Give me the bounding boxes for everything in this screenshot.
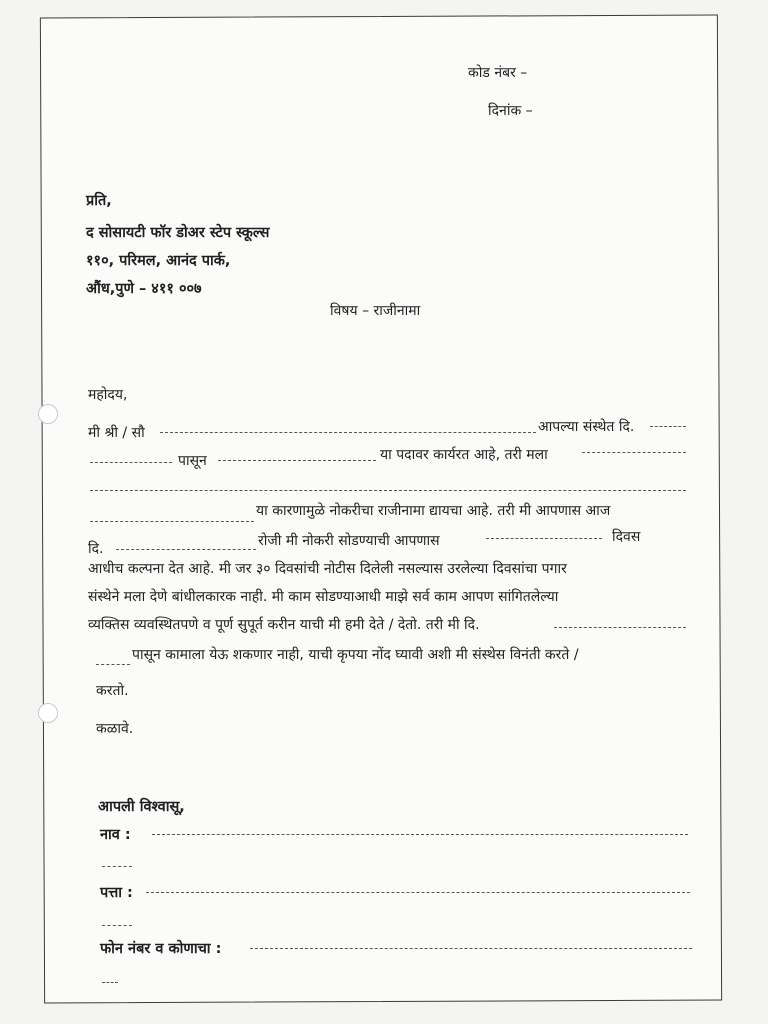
body-line5-start: दि.: [88, 541, 104, 557]
body-line9: पासून कामाला येऊ शकणार नाही, याची कृपया नोंद घ्यावी अशी मी संस्थेस विनंती करते /: [132, 647, 579, 663]
recipient-line1: द सोसायटी फॉर डोअर स्टेप स्कूल्स: [86, 225, 270, 241]
recipient-line3: औंध,पुणे – ४११ ००७: [86, 281, 202, 297]
yours-faithfully: आपली विश्वासू,: [98, 799, 185, 815]
punch-hole: [38, 404, 58, 424]
date-fill-line: [554, 627, 686, 628]
reason-fill-line: [90, 521, 254, 522]
recipient-prati: प्रति,: [86, 193, 112, 209]
body-line4: या कारणामुळे नोकरीचा राजीनामा द्यायचा आहे. तरी मी आपणास आज: [256, 503, 611, 519]
closing: कळावे.: [96, 721, 134, 737]
body-line1-end: आपल्या संस्थेत दि.: [538, 419, 635, 435]
address-signature-line: [102, 925, 132, 926]
reason-fill-line: [582, 452, 686, 453]
phone-signature-line: [102, 982, 118, 983]
body-line6: आधीच कल्पना देत आहे. मी जर ३० दिवसांची नोटीस दिलेली नसल्यास उरलेल्या दिवसांचा पगार: [88, 561, 567, 577]
date-fill-line: [90, 462, 172, 463]
phone-label: फोन नंबर व कोणाचा :: [100, 941, 222, 957]
body-line2-from: पासून: [178, 453, 207, 469]
code-number-label: कोड नंबर –: [468, 65, 528, 81]
address-label: पत्ता :: [100, 885, 133, 901]
post-fill-line: [218, 460, 376, 461]
body-line5-mid: रोजी मी नोकरी सोडण्याची आपणास: [258, 533, 440, 549]
punch-hole: [38, 703, 58, 723]
body-line10: करतो.: [96, 683, 129, 699]
days-fill-line: [486, 538, 602, 539]
name-fill-line: [160, 432, 536, 433]
body-line1-start: मी श्री / सौ: [88, 425, 145, 441]
phone-signature-line: [250, 948, 692, 949]
date-fill-line: [116, 549, 256, 550]
subject-line: विषय – राजीनामा: [330, 303, 421, 319]
reason-fill-line: [90, 490, 686, 491]
date-fill-line: [96, 664, 130, 665]
body-line2-end: या पदावर कार्यरत आहे, तरी मला: [380, 447, 548, 463]
name-signature-line: [102, 866, 132, 867]
name-label: नाव :: [100, 827, 131, 843]
body-line7: संस्थेने मला देणे बांधीलकारक नाही. मी काम सोडण्याआधी माझे सर्व काम आपण सांगितलेल्या: [88, 589, 559, 605]
salutation: महोदय,: [88, 387, 128, 403]
body-line8: व्यक्तिस व्यवस्थितपणे व पूर्ण सुपूर्त करीन याची मी हमी देते / देतो. तरी मी दि.: [88, 617, 480, 633]
date-fill-line: [650, 426, 686, 427]
address-signature-line: [146, 892, 690, 893]
body-line5-end: दिवस: [612, 529, 641, 545]
date-label: दिनांक –: [488, 103, 533, 119]
recipient-line2: ११०, परिमल, आनंद पार्क,: [86, 253, 231, 269]
name-signature-line: [152, 834, 688, 835]
